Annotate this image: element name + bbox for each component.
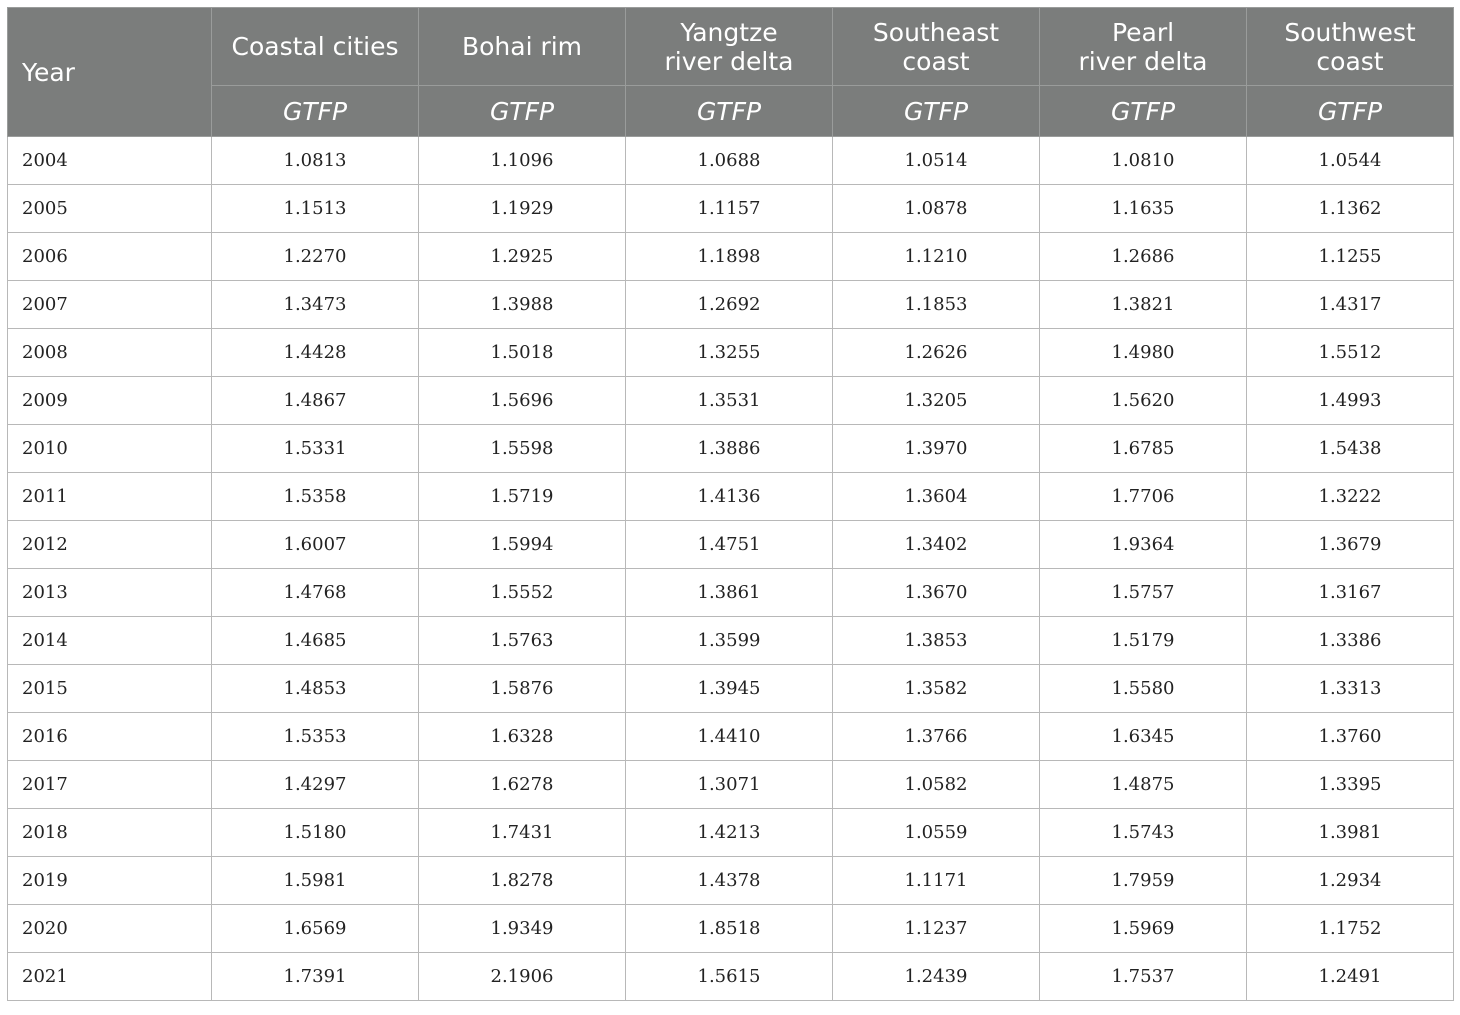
year-cell: 2009 [8, 377, 212, 425]
gtfp-value-cell: 1.1157 [626, 185, 833, 233]
gtfp-value-cell: 1.5018 [419, 329, 626, 377]
gtfp-value-cell: 1.2934 [1247, 857, 1454, 905]
gtfp-value-cell: 1.0813 [212, 137, 419, 185]
table-row [8, 233, 1454, 281]
table-row [8, 473, 1454, 521]
gtfp-value-cell: 1.3945 [626, 665, 833, 713]
gtfp-value-cell: 1.7391 [212, 953, 419, 1001]
gtfp-value-cell: 1.4993 [1247, 377, 1454, 425]
gtfp-value-cell: 1.3988 [419, 281, 626, 329]
year-cell: 2014 [8, 617, 212, 665]
table-row [8, 761, 1454, 809]
gtfp-value-cell: 1.6278 [419, 761, 626, 809]
year-cell: 2013 [8, 569, 212, 617]
gtfp-value-cell: 2.1906 [419, 953, 626, 1001]
gtfp-value-cell: 1.3670 [833, 569, 1040, 617]
gtfp-value-cell: 1.5358 [212, 473, 419, 521]
gtfp-value-cell: 1.7431 [419, 809, 626, 857]
gtfp-value-cell: 1.5757 [1040, 569, 1247, 617]
gtfp-value-cell: 1.2491 [1247, 953, 1454, 1001]
gtfp-value-cell: 1.3861 [626, 569, 833, 617]
column-header-label-line2: coast [1316, 46, 1384, 76]
table-container [7, 7, 1453, 1001]
column-header-yangtze-river-delta [626, 8, 833, 86]
gtfp-value-cell: 1.3679 [1247, 521, 1454, 569]
gtfp-value-cell: 1.1752 [1247, 905, 1454, 953]
gtfp-value-cell: 1.3531 [626, 377, 833, 425]
gtfp-value-cell: 1.5615 [626, 953, 833, 1001]
column-header-label-line2: river delta [664, 46, 794, 76]
gtfp-value-cell: 1.1929 [419, 185, 626, 233]
gtfp-value-cell: 1.1096 [419, 137, 626, 185]
gtfp-value-cell: 1.2692 [626, 281, 833, 329]
gtfp-value-cell: 1.6569 [212, 905, 419, 953]
column-header-bohai-rim [419, 8, 626, 86]
table-row [8, 329, 1454, 377]
year-cell: 2021 [8, 953, 212, 1001]
gtfp-value-cell: 1.3604 [833, 473, 1040, 521]
gtfp-value-cell: 1.6328 [419, 713, 626, 761]
table-row [8, 137, 1454, 185]
year-cell: 2015 [8, 665, 212, 713]
column-header-southwest-coast [1247, 8, 1454, 86]
gtfp-value-cell: 1.4410 [626, 713, 833, 761]
table-row [8, 905, 1454, 953]
table-row [8, 569, 1454, 617]
gtfp-value-cell: 1.3599 [626, 617, 833, 665]
gtfp-value-cell: 1.1210 [833, 233, 1040, 281]
gtfp-value-cell: 1.2626 [833, 329, 1040, 377]
gtfp-value-cell: 1.4297 [212, 761, 419, 809]
gtfp-value-cell: 1.5981 [212, 857, 419, 905]
gtfp-value-cell: 1.2439 [833, 953, 1040, 1001]
gtfp-value-cell: 1.0878 [833, 185, 1040, 233]
gtfp-value-cell: 1.7959 [1040, 857, 1247, 905]
year-cell: 2004 [8, 137, 212, 185]
year-cell: 2011 [8, 473, 212, 521]
gtfp-value-cell: 1.3766 [833, 713, 1040, 761]
gtfp-value-cell: 1.5719 [419, 473, 626, 521]
gtfp-value-cell: 1.3255 [626, 329, 833, 377]
table-row [8, 857, 1454, 905]
gtfp-value-cell: 1.1171 [833, 857, 1040, 905]
subheader-gtfp: GTFP [212, 86, 419, 137]
table-row [8, 713, 1454, 761]
gtfp-value-cell: 1.8518 [626, 905, 833, 953]
gtfp-value-cell: 1.3473 [212, 281, 419, 329]
column-header-label-line2: river delta [1078, 46, 1208, 76]
gtfp-value-cell: 1.7537 [1040, 953, 1247, 1001]
subheader-gtfp: GTFP [1040, 86, 1247, 137]
year-cell: 2012 [8, 521, 212, 569]
year-cell: 2017 [8, 761, 212, 809]
table-row [8, 953, 1454, 1001]
gtfp-value-cell: 1.0559 [833, 809, 1040, 857]
gtfp-value-cell: 1.3167 [1247, 569, 1454, 617]
gtfp-value-cell: 1.4136 [626, 473, 833, 521]
column-header-label: Bohai rim [461, 32, 583, 61]
gtfp-value-cell: 1.5331 [212, 425, 419, 473]
header-row [8, 8, 1454, 86]
year-column-header: Year [8, 8, 212, 137]
column-header-label-line1: Southwest [1284, 17, 1416, 47]
gtfp-value-cell: 1.3071 [626, 761, 833, 809]
subheader-gtfp: GTFP [626, 86, 833, 137]
gtfp-value-cell: 1.4853 [212, 665, 419, 713]
gtfp-value-cell: 1.5598 [419, 425, 626, 473]
gtfp-value-cell: 1.5620 [1040, 377, 1247, 425]
gtfp-value-cell: 1.3222 [1247, 473, 1454, 521]
gtfp-value-cell: 1.8278 [419, 857, 626, 905]
year-cell: 2010 [8, 425, 212, 473]
column-header-southeast-coast [833, 8, 1040, 86]
gtfp-value-cell: 1.3760 [1247, 713, 1454, 761]
gtfp-value-cell: 1.4317 [1247, 281, 1454, 329]
gtfp-value-cell: 1.4428 [212, 329, 419, 377]
gtfp-value-cell: 1.1362 [1247, 185, 1454, 233]
gtfp-value-cell: 1.5743 [1040, 809, 1247, 857]
gtfp-value-cell: 1.3386 [1247, 617, 1454, 665]
table-row [8, 809, 1454, 857]
year-cell: 2007 [8, 281, 212, 329]
subheader-gtfp: GTFP [833, 86, 1040, 137]
gtfp-value-cell: 1.4751 [626, 521, 833, 569]
gtfp-value-cell: 1.6345 [1040, 713, 1247, 761]
subheader-gtfp: GTFP [419, 86, 626, 137]
gtfp-value-cell: 1.1513 [212, 185, 419, 233]
year-cell: 2016 [8, 713, 212, 761]
gtfp-value-cell: 1.3821 [1040, 281, 1247, 329]
gtfp-value-cell: 1.4875 [1040, 761, 1247, 809]
table-row [8, 185, 1454, 233]
gtfp-value-cell: 1.4768 [212, 569, 419, 617]
gtfp-value-cell: 1.5994 [419, 521, 626, 569]
gtfp-value-cell: 1.5180 [212, 809, 419, 857]
gtfp-value-cell: 1.2686 [1040, 233, 1247, 281]
table-row [8, 377, 1454, 425]
year-cell: 2020 [8, 905, 212, 953]
gtfp-value-cell: 1.4867 [212, 377, 419, 425]
gtfp-value-cell: 1.9349 [419, 905, 626, 953]
gtfp-value-cell: 1.5512 [1247, 329, 1454, 377]
subheader-row [8, 86, 1454, 137]
gtfp-value-cell: 1.3205 [833, 377, 1040, 425]
gtfp-value-cell: 1.1853 [833, 281, 1040, 329]
year-cell: 2019 [8, 857, 212, 905]
gtfp-value-cell: 1.3395 [1247, 761, 1454, 809]
column-header-label-line1: Pearl [1111, 17, 1175, 47]
table-row [8, 281, 1454, 329]
gtfp-value-cell: 1.0688 [626, 137, 833, 185]
gtfp-value-cell: 1.3582 [833, 665, 1040, 713]
gtfp-value-cell: 1.0514 [833, 137, 1040, 185]
column-header-pearl-river-delta [1040, 8, 1247, 86]
column-header-label-line2: coast [902, 46, 970, 76]
year-cell: 2008 [8, 329, 212, 377]
gtfp-value-cell: 1.1898 [626, 233, 833, 281]
gtfp-value-cell: 1.4980 [1040, 329, 1247, 377]
gtfp-value-cell: 1.5696 [419, 377, 626, 425]
gtfp-value-cell: 1.4213 [626, 809, 833, 857]
gtfp-value-cell: 1.5353 [212, 713, 419, 761]
gtfp-value-cell: 1.6007 [212, 521, 419, 569]
gtfp-value-cell: 1.5876 [419, 665, 626, 713]
gtfp-value-cell: 1.3313 [1247, 665, 1454, 713]
gtfp-value-cell: 1.5552 [419, 569, 626, 617]
column-header-label: Coastal cities [231, 32, 399, 61]
gtfp-value-cell: 1.3886 [626, 425, 833, 473]
column-header-label-line1: Yangtze [680, 17, 778, 47]
gtfp-value-cell: 1.5580 [1040, 665, 1247, 713]
gtfp-value-cell: 1.3402 [833, 521, 1040, 569]
gtfp-value-cell: 1.4685 [212, 617, 419, 665]
gtfp-value-cell: 1.3981 [1247, 809, 1454, 857]
gtfp-value-cell: 1.5438 [1247, 425, 1454, 473]
table-body [8, 137, 1454, 1001]
gtfp-value-cell: 1.6785 [1040, 425, 1247, 473]
gtfp-value-cell: 1.3970 [833, 425, 1040, 473]
column-header-label-line1: Southeast [872, 17, 1000, 47]
table-header [8, 8, 1454, 137]
gtfp-table [7, 7, 1454, 1001]
year-cell: 2018 [8, 809, 212, 857]
table-row [8, 665, 1454, 713]
year-cell: 2006 [8, 233, 212, 281]
gtfp-value-cell: 1.2270 [212, 233, 419, 281]
gtfp-value-cell: 1.7706 [1040, 473, 1247, 521]
gtfp-value-cell: 1.1237 [833, 905, 1040, 953]
gtfp-value-cell: 1.4378 [626, 857, 833, 905]
year-cell: 2005 [8, 185, 212, 233]
table-row [8, 425, 1454, 473]
column-header-coastal-cities [212, 8, 419, 86]
table-row [8, 617, 1454, 665]
gtfp-value-cell: 1.2925 [419, 233, 626, 281]
gtfp-value-cell: 1.9364 [1040, 521, 1247, 569]
gtfp-value-cell: 1.5969 [1040, 905, 1247, 953]
gtfp-value-cell: 1.5179 [1040, 617, 1247, 665]
gtfp-value-cell: 1.1255 [1247, 233, 1454, 281]
subheader-gtfp: GTFP [1247, 86, 1454, 137]
gtfp-value-cell: 1.0810 [1040, 137, 1247, 185]
gtfp-value-cell: 1.5763 [419, 617, 626, 665]
gtfp-value-cell: 1.1635 [1040, 185, 1247, 233]
gtfp-value-cell: 1.0582 [833, 761, 1040, 809]
table-row [8, 521, 1454, 569]
gtfp-value-cell: 1.3853 [833, 617, 1040, 665]
gtfp-value-cell: 1.0544 [1247, 137, 1454, 185]
